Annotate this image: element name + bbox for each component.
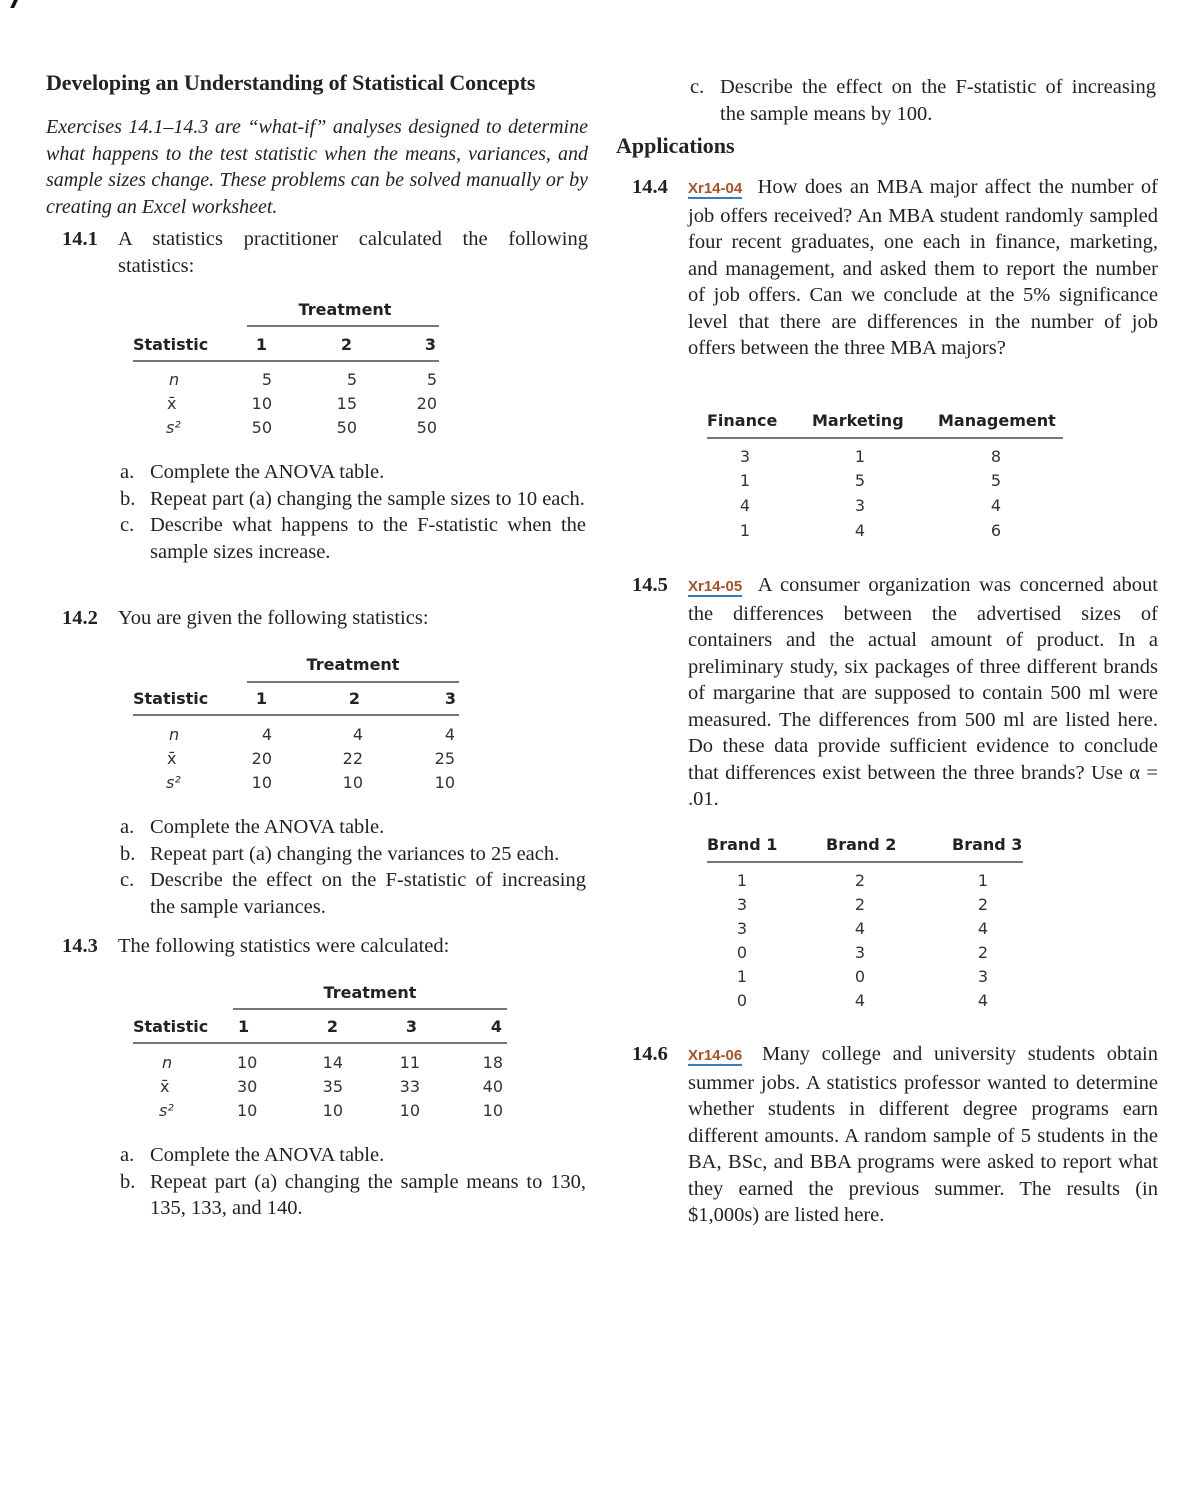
group-rule xyxy=(233,1008,507,1010)
col-header: 1 xyxy=(238,1017,250,1036)
table-cell: 3 xyxy=(739,447,751,466)
col-header: 4 xyxy=(490,1017,502,1036)
group-rule xyxy=(247,681,459,683)
exercise-number: 14.4 xyxy=(632,176,668,198)
group-header: Treatment xyxy=(298,300,392,319)
table-cell: 1 xyxy=(977,871,989,890)
col-header: 1 xyxy=(255,335,267,354)
exercise-14-3-part-c xyxy=(586,74,1156,127)
table-cell: 3 xyxy=(977,967,989,986)
stat-label: s² xyxy=(159,1101,174,1120)
table-cell: 14 xyxy=(322,1053,343,1072)
table-cell: 8 xyxy=(990,447,1002,466)
table-cell: 1 xyxy=(736,967,748,986)
table-cell: 10 xyxy=(434,773,455,792)
table-cell: 10 xyxy=(399,1101,420,1120)
table-cell: 50 xyxy=(251,418,272,437)
table-cell: 1 xyxy=(854,447,866,466)
table-cell: 40 xyxy=(482,1077,503,1096)
table-cell: 10 xyxy=(482,1101,503,1120)
table-cell: 5 xyxy=(426,370,437,389)
table-cell: 3 xyxy=(854,496,866,515)
stat-label: n xyxy=(162,1053,173,1072)
exercise-number: 14.5 xyxy=(632,574,668,596)
table-cell: 15 xyxy=(336,394,357,413)
data-file-link[interactable]: Xr14-06 xyxy=(688,1047,743,1064)
group-rule xyxy=(247,325,439,327)
table-cell: 35 xyxy=(322,1077,343,1096)
exercise-number: 14.1 xyxy=(62,228,98,250)
table-cell: 4 xyxy=(352,725,363,744)
table-cell: 2 xyxy=(854,895,866,914)
table-cell: 30 xyxy=(237,1077,258,1096)
exercise-text: Many college and university students obtain summer jobs. A statistics professor wanted to determine whether students in different degree programs earn different amounts. A random sample of 5 students in the BA, BSc, and BBA programs were asked to report what they earned the previous summer. The results (in $1,000s) are listed here. xyxy=(688,1043,1158,1226)
part-a: a. Complete the ANOVA table. xyxy=(120,461,385,483)
row-header: Statistic xyxy=(133,1017,209,1036)
header-rule xyxy=(133,714,459,716)
table-cell: 6 xyxy=(990,521,1002,540)
col-header: Brand 3 xyxy=(952,835,1023,854)
table-cell: 3 xyxy=(736,895,748,914)
part-a: a. Complete the ANOVA table. xyxy=(120,1144,385,1166)
row-header: Statistic xyxy=(133,335,209,354)
part-b: b. Repeat part (a) changing the sample sizes to 10 each. xyxy=(120,487,585,510)
exercise-parts-14-3 xyxy=(16,1142,586,1222)
table-cell: 5 xyxy=(854,471,866,490)
col-header: Finance xyxy=(707,411,778,430)
table-cell: 5 xyxy=(261,370,272,389)
table-cell: 5 xyxy=(346,370,357,389)
col-header: 3 xyxy=(405,1017,417,1036)
table-cell: 2 xyxy=(977,943,989,962)
table-cell: 0 xyxy=(736,943,748,962)
table-cell: 22 xyxy=(342,749,363,768)
stat-label: n xyxy=(169,725,180,744)
table-cell: 10 xyxy=(322,1101,343,1120)
part-c: c. Describe what happens to the F-statistic when the sample sizes increase. xyxy=(120,514,586,563)
page-corner-mark xyxy=(10,0,18,8)
exercise-14-2 xyxy=(46,605,588,632)
table-cell: 2 xyxy=(854,871,866,890)
table-cell: 4 xyxy=(854,991,866,1010)
table-cell: 4 xyxy=(990,496,1002,515)
exercise-number: 14.6 xyxy=(632,1043,668,1065)
table-cell: 1 xyxy=(736,871,748,890)
group-header: Treatment xyxy=(306,655,400,674)
exercise-number: 14.2 xyxy=(62,607,98,629)
col-header: 2 xyxy=(326,1017,338,1036)
exercise-prompt: You are given the following statistics: xyxy=(118,607,429,629)
exercise-14-5 xyxy=(616,572,1158,813)
applications-heading: Applications xyxy=(616,133,735,158)
table-cell: 20 xyxy=(416,394,437,413)
header-rule xyxy=(707,861,1023,863)
table-cell: 18 xyxy=(482,1053,503,1072)
table-cell: 25 xyxy=(434,749,455,768)
stat-label: x̄ xyxy=(160,1077,170,1096)
table-cell: 11 xyxy=(399,1053,420,1072)
exercise-text: How does an MBA major affect the number of job offers received? An MBA student randomly sampled four recent graduates, one each in finance, marketing, and management, and asked them to report the number of job offers. Can we conclude at the 5% significance level that there are differences in the number of job offers between the three MBA majors? xyxy=(688,176,1158,359)
table-cell: 10 xyxy=(342,773,363,792)
left-column xyxy=(46,70,588,279)
table-cell: 10 xyxy=(237,1053,258,1072)
table-cell: 50 xyxy=(336,418,357,437)
exercise-parts-14-2 xyxy=(16,814,586,920)
part-c: c. Describe the effect on the F-statistic of increasing the sample variances. xyxy=(120,869,586,918)
table-cell: 4 xyxy=(854,919,866,938)
exercise-14-1 xyxy=(46,226,588,279)
part-b: b. Repeat part (a) changing the variances to 25 each. xyxy=(120,842,560,865)
col-header: Management xyxy=(938,411,1056,430)
table-cell: 1 xyxy=(739,471,751,490)
table-cell: 4 xyxy=(444,725,455,744)
exercise-14-3 xyxy=(46,933,588,960)
table-cell: 5 xyxy=(990,471,1002,490)
stat-label: x̄ xyxy=(167,749,177,768)
stat-label: s² xyxy=(166,418,181,437)
table-cell: 50 xyxy=(416,418,437,437)
header-rule xyxy=(133,360,439,362)
section-title: Developing an Understanding of Statistical Concepts xyxy=(46,70,536,95)
table-cell: 4 xyxy=(977,919,989,938)
data-file-link[interactable]: Xr14-04 xyxy=(688,180,743,197)
col-header: 3 xyxy=(424,335,436,354)
col-header: 2 xyxy=(348,689,360,708)
col-header: 3 xyxy=(444,689,456,708)
table-cell: 10 xyxy=(251,394,272,413)
table-cell: 10 xyxy=(237,1101,258,1120)
table-cell: 4 xyxy=(739,496,751,515)
table-cell: 4 xyxy=(854,521,866,540)
table-cell: 4 xyxy=(977,991,989,1010)
col-header: 2 xyxy=(340,335,352,354)
table-cell: 20 xyxy=(251,749,272,768)
part-a: a. Complete the ANOVA table. xyxy=(120,816,385,838)
row-header: Statistic xyxy=(133,689,209,708)
header-rule xyxy=(707,437,1063,439)
section-intro: Exercises 14.1–14.3 are “what-if” analyses designed to determine what happens to the test statistic when the means, variances, and sample sizes change. These problems can be solved manually or by creating an Excel worksheet. xyxy=(46,116,588,218)
exercise-text: A consumer organization was concerned about the differences between the advertised sizes of containers and the actual amount of product. In a preliminary study, six packages of three different brands of margarine that are supposed to contain 500 ml were measured. The differences from 500 ml are listed here. Do these data provide sufficient evidence to conclude that differences exist between the three brands? Use α = .01. xyxy=(688,574,1159,810)
table-cell: 33 xyxy=(399,1077,420,1096)
part-c: c. Describe the effect on the F-statistic of increasing the sample means by 100. xyxy=(690,76,1156,125)
exercise-prompt: The following statistics were calculated: xyxy=(118,935,450,957)
data-file-link[interactable]: Xr14-05 xyxy=(688,578,743,595)
table-cell: 10 xyxy=(251,773,272,792)
col-header: Marketing xyxy=(812,411,904,430)
group-header: Treatment xyxy=(323,983,417,1002)
col-header: Brand 1 xyxy=(707,835,778,854)
exercise-prompt: A statistics practitioner calculated the following statistics: xyxy=(118,228,588,277)
col-header: Brand 2 xyxy=(826,835,897,854)
exercise-number: 14.3 xyxy=(62,935,98,957)
exercise-parts-14-1 xyxy=(16,459,586,565)
table-cell: 3 xyxy=(854,943,866,962)
table-cell: 1 xyxy=(739,521,751,540)
header-rule xyxy=(133,1042,507,1044)
part-b: b. Repeat part (a) changing the sample means to 130, 135, 133, and 140. xyxy=(120,1170,586,1219)
table-cell: 4 xyxy=(261,725,272,744)
stat-label: n xyxy=(169,370,180,389)
table-cell: 3 xyxy=(736,919,748,938)
stat-label: s² xyxy=(166,773,181,792)
exercise-14-4 xyxy=(616,174,1158,362)
table-cell: 0 xyxy=(854,967,866,986)
table-cell: 2 xyxy=(977,895,989,914)
exercise-14-6 xyxy=(616,1041,1158,1229)
table-cell: 0 xyxy=(736,991,748,1010)
stat-label: x̄ xyxy=(167,394,177,413)
col-header: 1 xyxy=(255,689,267,708)
